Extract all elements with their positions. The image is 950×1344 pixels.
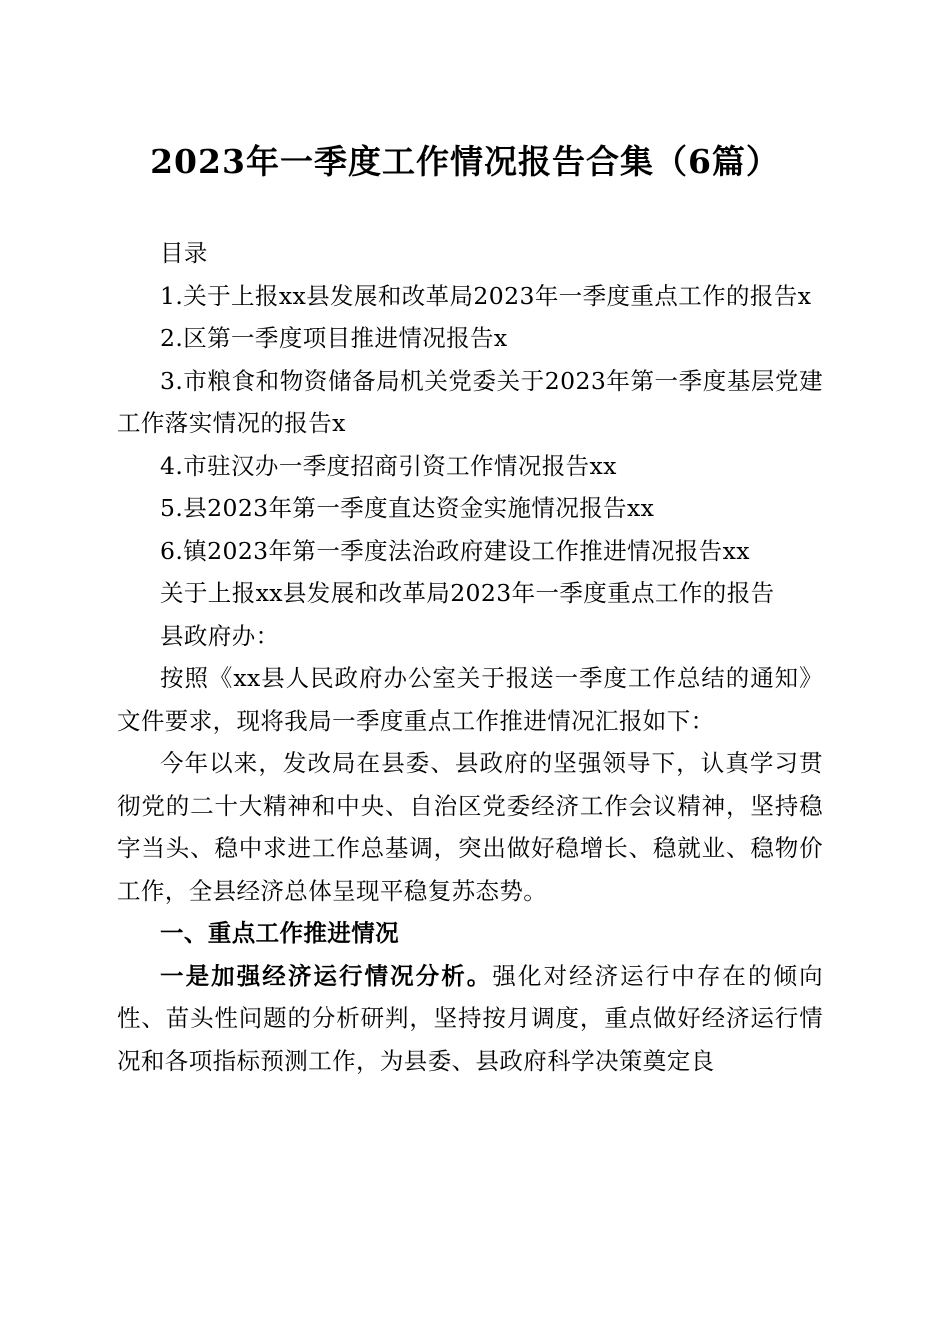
section-heading: 一、重点工作推进情况 (160, 919, 399, 947)
toc-item-3: 3.市粮食和物资储备局机关党委关于2023年第一季度基层党建工作落实情况的报告x (117, 366, 823, 437)
body-paragraph-2: 今年以来，发改局在县委、县政府的坚强领导下，认真学习贯彻党的二十大精神和中央、自治区党委经济工作会议精神，坚持稳字当头、稳中求进工作总基调，突出做好稳增长、稳就业、稳物价工作，全县经济总体呈现平稳复苏态势。 (117, 749, 823, 905)
report-title: 关于上报xx县发展和改革局2023年一季度重点工作的报告 (160, 579, 775, 607)
toc-item-2: 2.区第一季度项目推进情况报告x (160, 324, 508, 352)
toc-item-1: 1.关于上报xx县发展和改革局2023年一季度重点工作的报告x (160, 281, 812, 310)
document-title: 2023年一季度工作情况报告合集（6篇） (150, 142, 780, 181)
item-1-text: 强化对经济运行中存在的倾向性、苗头性问题的分析研判，坚持按月调度，重点做好经济运行情况和各项指标预测工作，为县委、县政府科学决策奠定良 (117, 961, 824, 1075)
salutation: 县政府办： (160, 621, 280, 650)
item-1-lead: 一是加强经济运行情况分析。 (160, 961, 493, 990)
toc-heading: 目录 (160, 239, 208, 267)
toc-item-6: 6.镇2023年第一季度法治政府建设工作推进情况报告xx (160, 536, 750, 565)
item-1-paragraph (117, 955, 823, 1083)
document-body (117, 232, 823, 1082)
toc-item-4: 4.市驻汉办一季度招商引资工作情况报告xx (160, 451, 617, 480)
toc-item-5: 5.县2023年第一季度直达资金实施情况报告xx (160, 494, 655, 522)
body-paragraph-1: 按照《xx县人民政府办公室关于报送一季度工作总结的通知》文件要求，现将我局一季度重点工作推进情况汇报如下： (117, 664, 823, 735)
